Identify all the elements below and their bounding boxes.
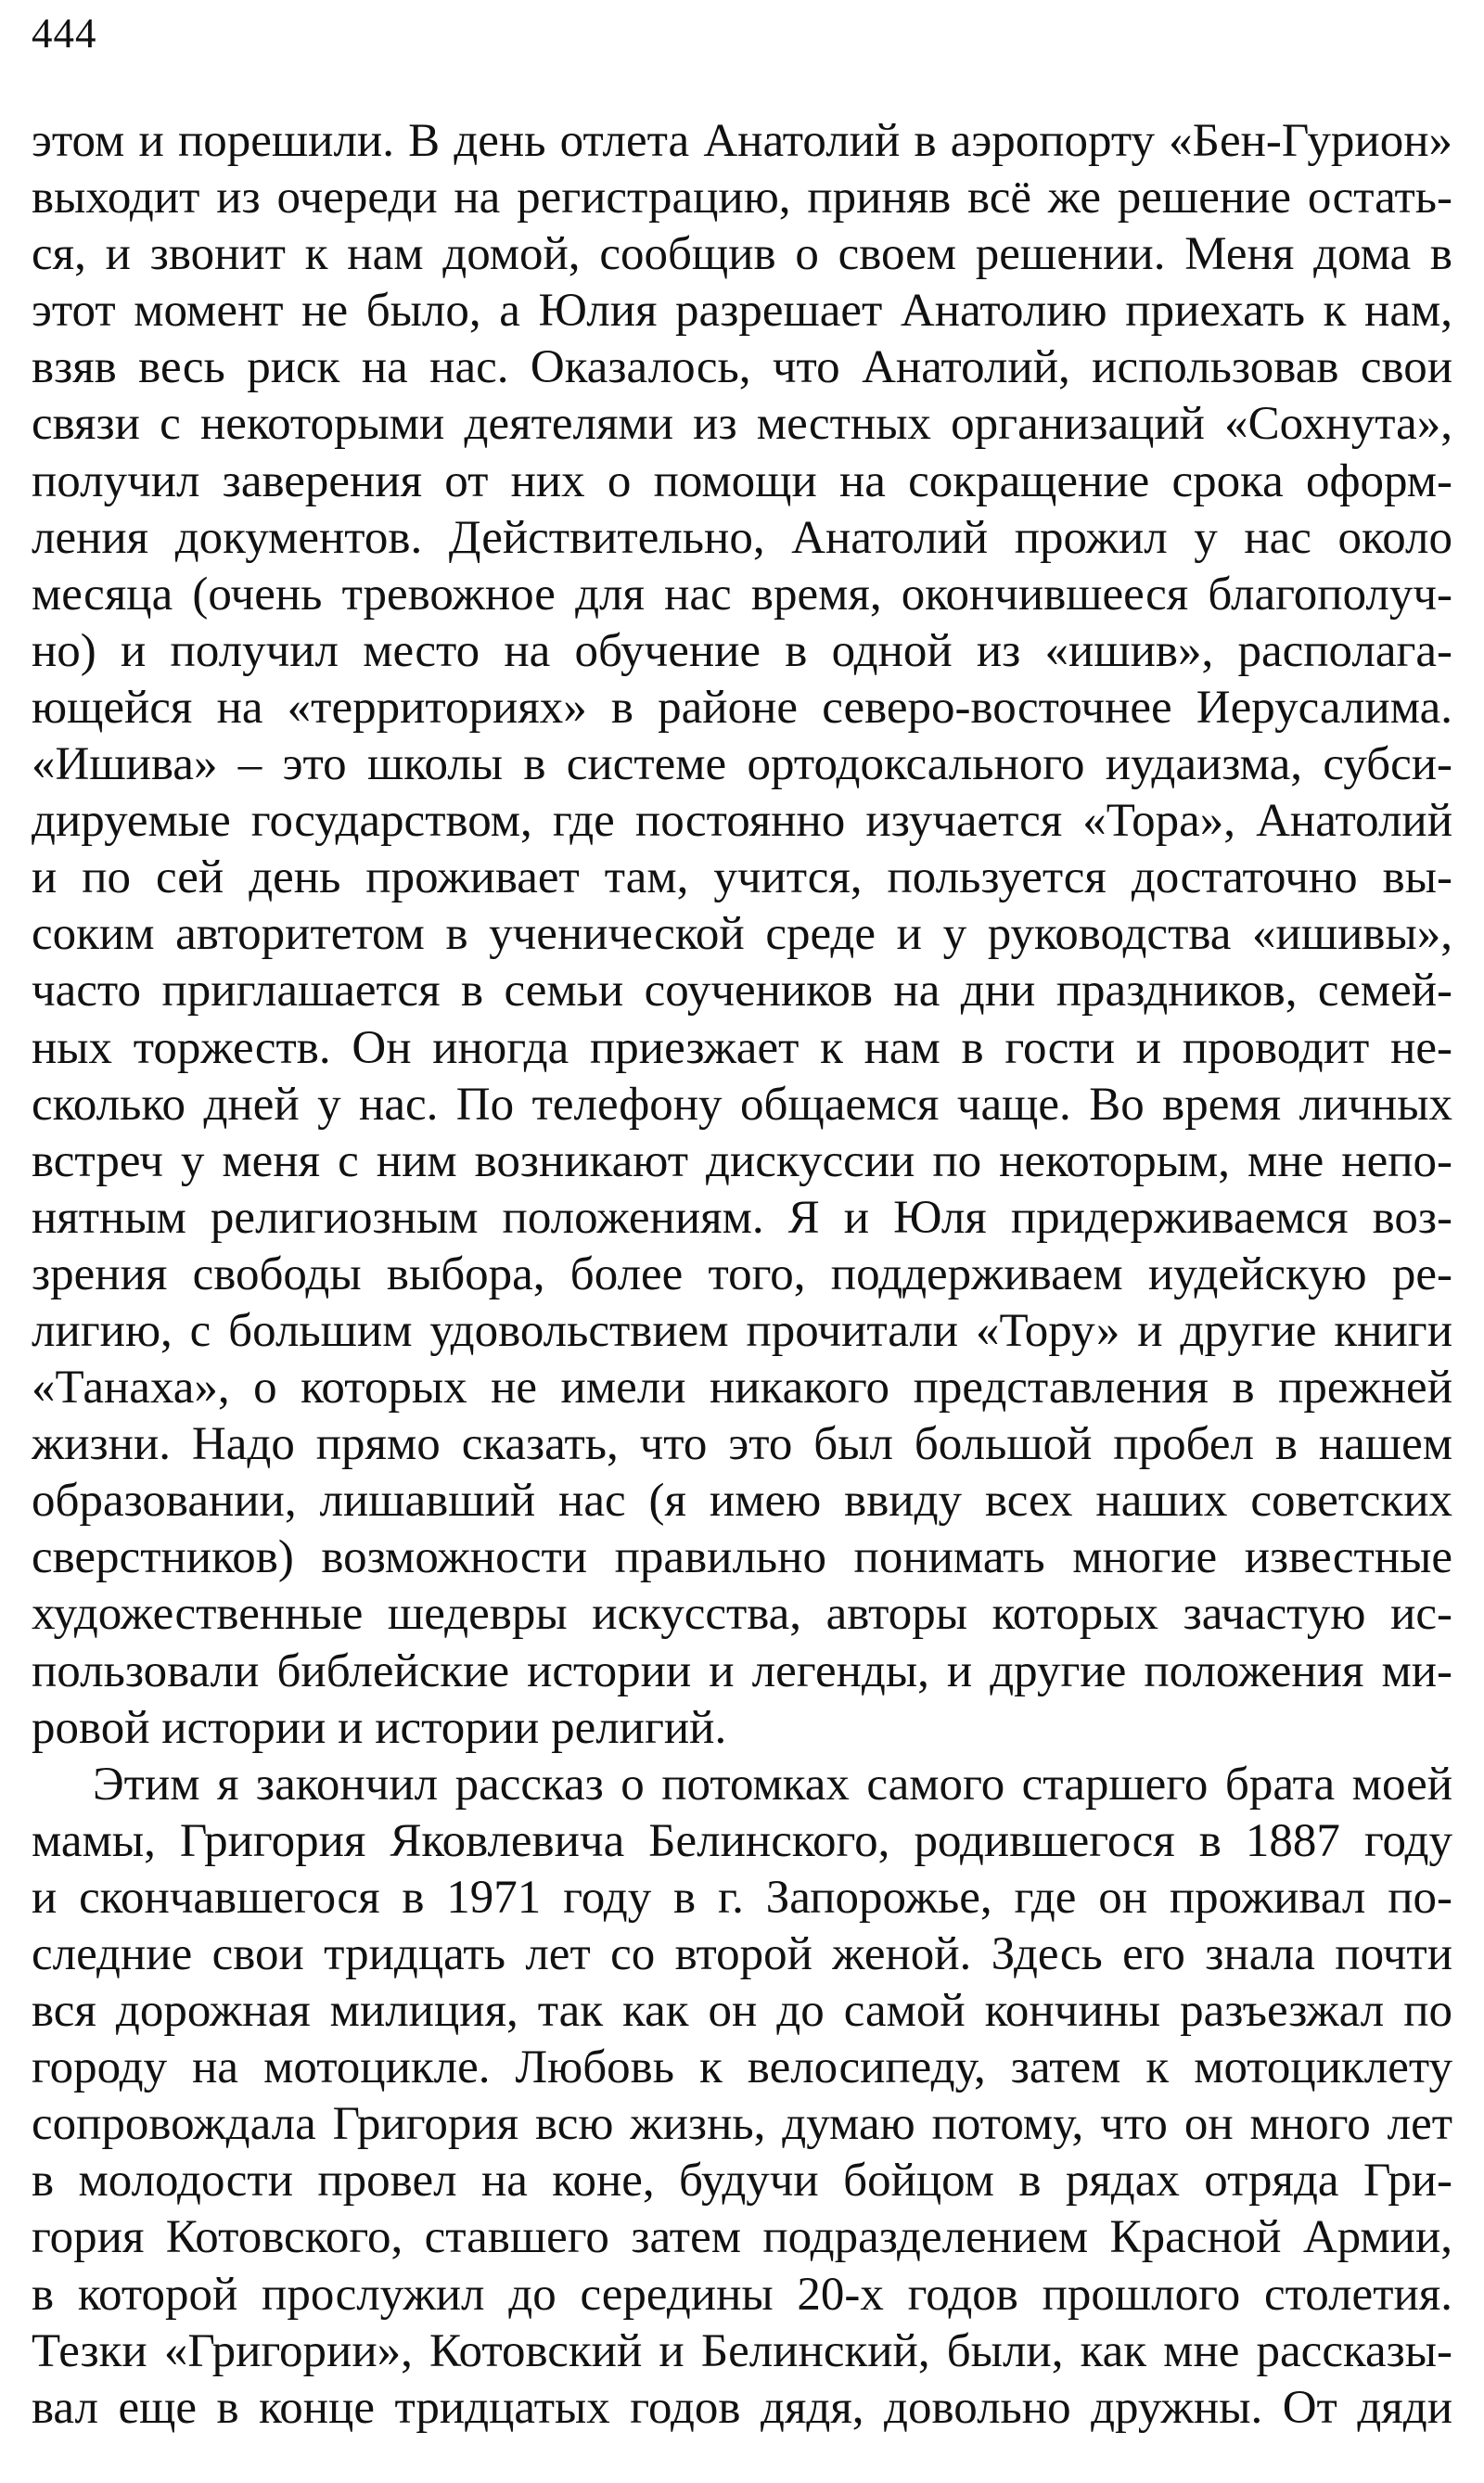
text-line: и скончавшегося в 1971 году в г. Запорожье, где он проживал по-	[32, 1871, 1452, 1924]
text-line: в которой прослужил до середины 20-х годов прошлого столетия.	[32, 2268, 1452, 2321]
text-line: связи с некоторыми деятелями из местных организаций «Сохнута»,	[32, 398, 1452, 451]
text-line: этот момент не было, а Юлия разрешает Анатолию приехать к нам,	[32, 285, 1452, 338]
text-line: и по сей день проживает там, учится, пользуется достаточно вы-	[32, 851, 1452, 904]
body-text	[32, 113, 1452, 2437]
text-line: «Ишива» – это школы в системе ортодоксального иудаизма, субси-	[32, 738, 1452, 791]
text-line: жизни. Надо прямо сказать, что это был большой пробел в нашем	[32, 1418, 1452, 1471]
paragraph-first-line: Этим я закончил рассказ о потомках самого старшего брата моей	[93, 1758, 1452, 1811]
text-line: ных торжеств. Он иногда приезжает к нам в гости и проводит не-	[32, 1021, 1452, 1074]
text-line: лигию, с большим удовольствием прочитали «Тору» и другие книги	[32, 1304, 1452, 1357]
text-line: вал еще в конце тридцатых годов дядя, довольно дружны. От дяди	[32, 2381, 1452, 2434]
text-line: городу на мотоцикле. Любовь к велосипеду, затем к мотоциклету	[32, 2041, 1452, 2094]
text-line: «Танаха», о которых не имели никакого представления в прежней	[32, 1362, 1452, 1414]
text-line: взяв весь риск на нас. Оказалось, что Анатолий, использовав свои	[32, 341, 1452, 394]
text-line: сколько дней у нас. По телефону общаемся чаще. Во время личных	[32, 1078, 1452, 1131]
text-line: ся, и звонит к нам домой, сообщив о своем решении. Меня дома в	[32, 228, 1452, 281]
text-line: сопровождала Григория всю жизнь, думаю потому, что он много лет	[32, 2098, 1452, 2151]
text-line: следние свои тридцать лет со второй женой. Здесь его знала почти	[32, 1928, 1452, 1980]
text-line: образовании, лишавший нас (я имею ввиду всех наших советских	[32, 1475, 1452, 1528]
text-line: пользовали библейские истории и легенды, и другие положения ми-	[32, 1645, 1452, 1697]
text-line: зрения свободы выбора, более того, поддерживаем иудейскую ре-	[32, 1248, 1452, 1300]
text-line: в молодости провел на коне, будучи бойцом в рядах отряда Гри-	[32, 2155, 1452, 2208]
text-line: ющейся на «территориях» в районе северо-восточнее Иерусалима.	[32, 681, 1452, 734]
text-line: месяца (очень тревожное для нас время, окончившееся благополуч-	[32, 568, 1452, 621]
text-line: гория Котовского, ставшего затем подразделением Красной Армии,	[32, 2211, 1452, 2264]
text-line: получил заверения от них о помощи на сокращение срока оформ-	[32, 454, 1452, 507]
text-line: но) и получил место на обучение в одной из «ишив», располага-	[32, 624, 1452, 677]
text-line: соким авторитетом в ученической среде и у руководства «ишивы»,	[32, 908, 1452, 961]
text-line: выходит из очереди на регистрацию, приняв всё же решение остать-	[32, 172, 1452, 224]
text-line: вся дорожная милиция, так как он до самой кончины разъезжал по	[32, 1985, 1452, 2038]
paragraph-end-line: ровой истории и истории религий.	[32, 1701, 727, 1754]
text-line: мамы, Григория Яковлевича Белинского, родившегося в 1887 году	[32, 1814, 1452, 1867]
page-number: 444	[32, 10, 97, 57]
text-line: нятным религиозным положениям. Я и Юля придерживаемся воз-	[32, 1191, 1452, 1244]
text-line: ления документов. Действительно, Анатолий прожил у нас около	[32, 511, 1452, 564]
text-line: встреч у меня с ним возникают дискуссии по некоторым, мне непо-	[32, 1134, 1452, 1187]
text-line: Тезки «Григории», Котовский и Белинский, были, как мне рассказы-	[32, 2324, 1452, 2377]
text-line: часто приглашается в семьи соучеников на дни праздников, семей-	[32, 965, 1452, 1018]
text-line: этом и порешили. В день отлета Анатолий в аэропорту «Бен-Гурион»	[32, 115, 1452, 167]
text-line: сверстников) возможности правильно понимать многие известные	[32, 1531, 1452, 1584]
text-line: художественные шедевры искусства, авторы которых зачастую ис-	[32, 1588, 1452, 1641]
text-line: дируемые государством, где постоянно изучается «Тора», Анатолий	[32, 795, 1452, 848]
